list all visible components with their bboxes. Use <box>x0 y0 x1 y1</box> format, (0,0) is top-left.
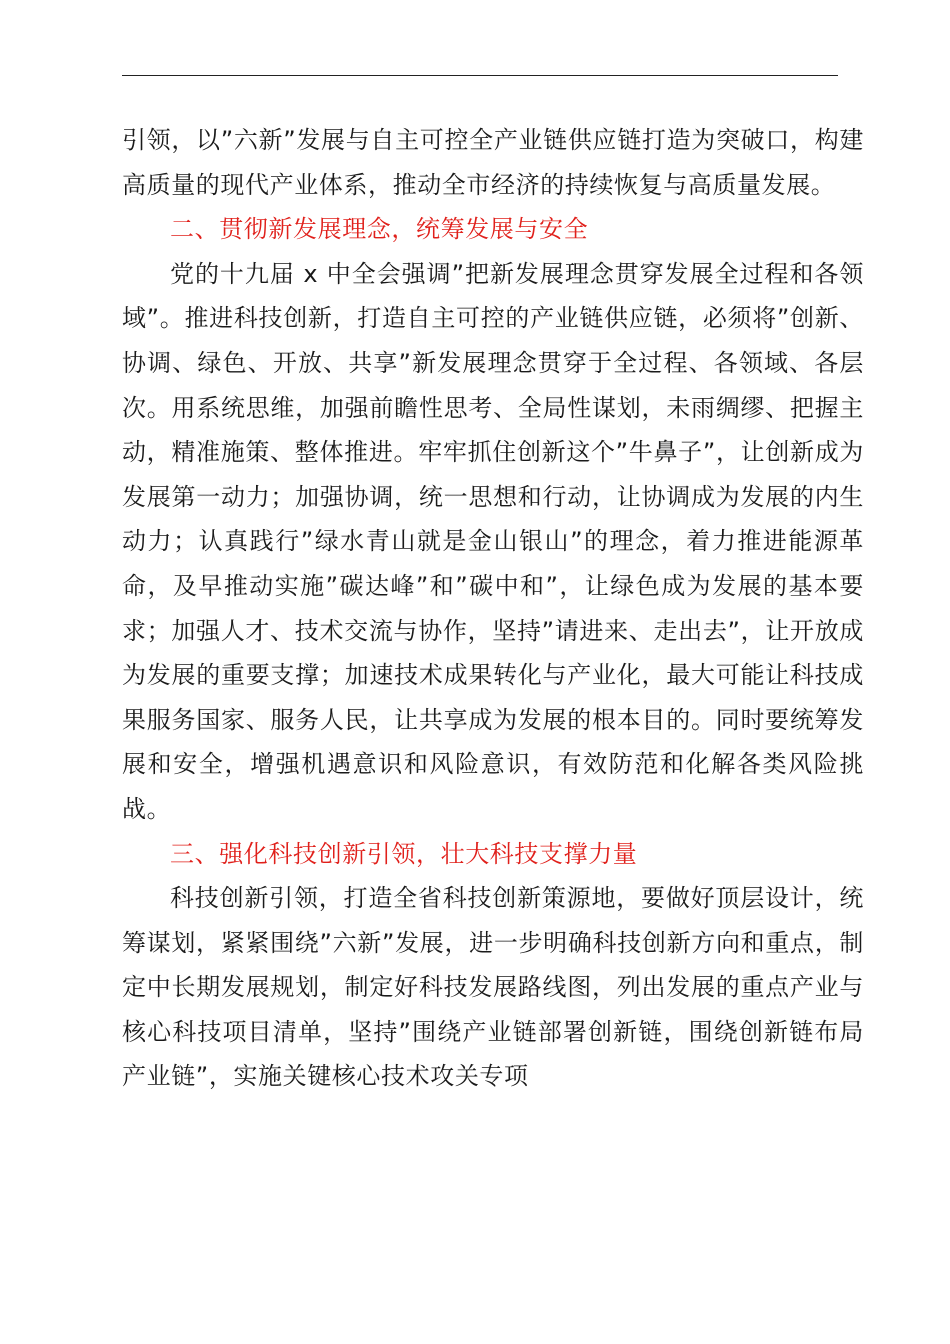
header-rule <box>122 75 838 76</box>
paragraph-section-2: 党的十九届 x 中全会强调”把新发展理念贯穿发展全过程和各领域”。推进科技创新，打造自主可控的产业链供应链，必须将”创新、协调、绿色、开放、共享”新发展理念贯穿于全过程、各领域、各层次。用系统思维，加强前瞻性思考、全局性谋划，未雨绸缪、把握主动，精准施策、整体推进。牢牢抓住创新这个”牛鼻子”，让创新成为发展第一动力；加强协调，统一思想和行动，让协调成为发展的内生动力；认真践行”绿水青山就是金山银山”的理念，着力推进能源革命，及早推动实施”碳达峰”和”碳中和”，让绿色成为发展的基本要求；加强人才、技术交流与协作，坚持”请进来、走出去”，让开放成为发展的重要支撑；加速技术成果转化与产业化，最大可能让科技成果服务国家、服务人民，让共享成为发展的根本目的。同时要统筹发展和安全，增强机遇意识和风险意识，有效防范和化解各类风险挑战。 <box>122 259 864 823</box>
paragraph-section-3: 科技创新引领，打造全省科技创新策源地，要做好顶层设计，统筹谋划，紧紧围绕”六新”发展，进一步明确科技创新方向和重点，制定中长期发展规划，制定好科技发展路线图，列出发展的重点产业与核心科技项目清单，坚持”围绕产业链部署创新链，围绕创新链布局产业链”，实施关键核心技术攻关专项 <box>122 884 864 1091</box>
section-heading-2: 二、贯彻新发展理念，统筹发展与安全 <box>170 215 589 244</box>
paragraph-intro-continued: 引领，以”六新”发展与自主可控全产业链供应链打造为突破口，构建高质量的现代产业体系，推动全市经济的持续恢复与高质量发展。 <box>122 126 864 199</box>
document-body <box>122 118 864 1099</box>
section-heading-3: 三、强化科技创新引领，壮大科技支撑力量 <box>170 839 638 868</box>
